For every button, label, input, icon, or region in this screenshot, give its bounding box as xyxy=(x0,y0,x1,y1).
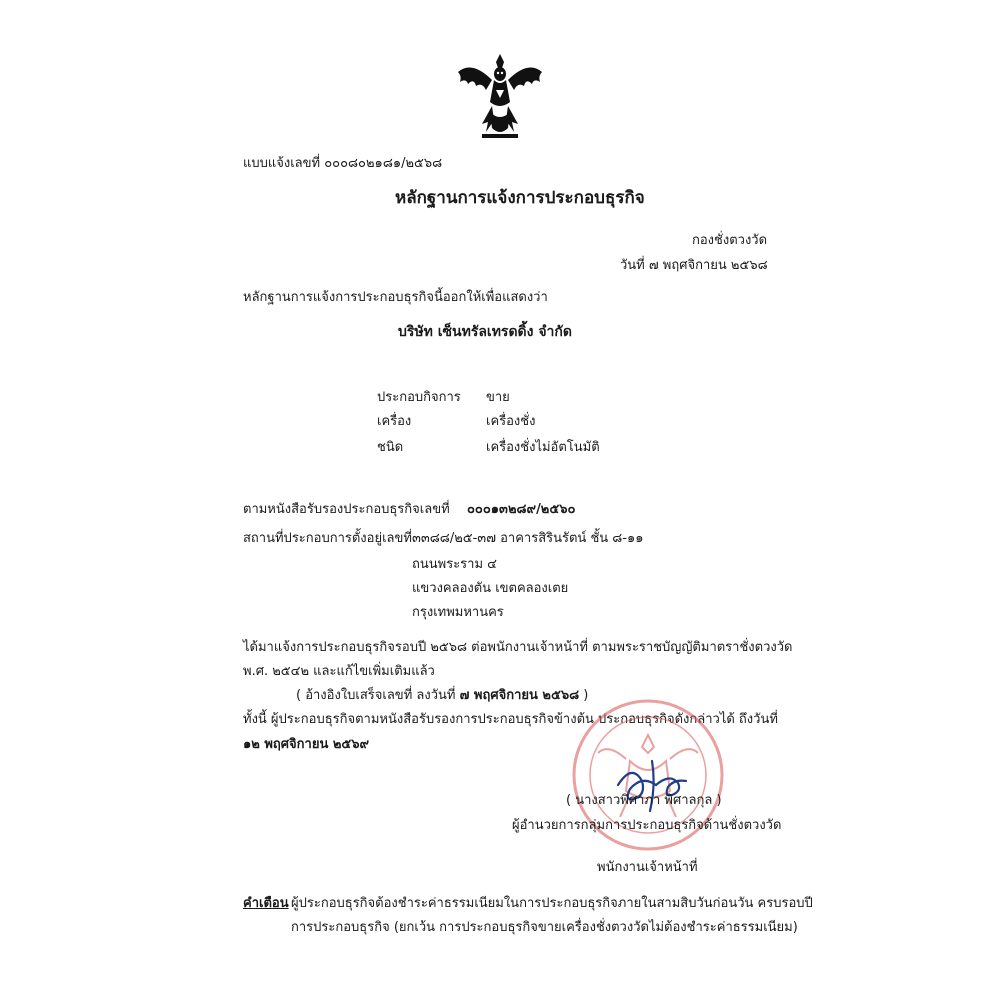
business-type-value: ขาย xyxy=(486,390,510,405)
warning-text: ผู้ประกอบธุรกิจต้องชำระค่าธรรมเนียมในการประกอบธุรกิจภายในสามสิบวันก่อนวัน ครบรอบปี xyxy=(291,896,813,911)
warning-text: การประกอบธุรกิจ (ยกเว้น การประกอบธุรกิจขายเครื่องชั่งตวงวัดไม่ต้องชำระค่าธรรมเนียม) xyxy=(291,920,798,935)
instrument-kind-label: ชนิด xyxy=(377,440,404,455)
validity-line: ทั้งนี้ ผู้ประกอบธุรกิจตามหนังสือรับรองการประกอบธุรกิจข้างต้น ประกอบธุรกิจดังกล่าวได้ ถึงวันที่ xyxy=(243,712,778,727)
business-type-label: ประกอบกิจการ xyxy=(377,390,461,405)
instrument-label: เครื่อง xyxy=(377,414,412,429)
address-line: ถนนพระราม ๔ xyxy=(412,557,498,572)
receipt-reference xyxy=(296,688,588,704)
company-name: บริษัท เซ็นทรัลเทรดดิ้ง จำกัด xyxy=(398,324,572,340)
document-title: หลักฐานการแจ้งการประกอบธุรกิจ xyxy=(395,188,645,208)
declaration-line: พ.ศ. ๒๕๔๒ และแก้ไขเพิ่มเติมแล้ว xyxy=(243,664,435,679)
instrument-kind-value: เครื่องชั่งไม่อัตโนมัติ xyxy=(486,440,600,455)
receipt-prefix: ( อ้างอิงใบเสร็จเลขที่ ลงวันที่ xyxy=(296,688,456,703)
license-label: ตามหนังสือรับรองประกอบธุรกิจเลขที่ xyxy=(243,502,450,517)
license-number: ๐๐๐๑๓๒๘๙/๒๕๖๐ xyxy=(467,502,576,517)
warning-label: คำเตือน xyxy=(243,896,289,911)
signatory-role: พนักงานเจ้าหน้าที่ xyxy=(597,860,698,875)
receipt-date: ๗ พฤศจิกายน ๒๕๖๘ xyxy=(459,688,580,703)
form-number: แบบแจ้งเลขที่ ๐๐๐๘๐๒๑๘๑/๒๕๖๘ xyxy=(243,156,443,171)
issue-date: วันที่ ๗ พฤศจิกายน ๒๕๖๘ xyxy=(620,258,768,273)
receipt-suffix: ) xyxy=(583,688,589,703)
address-line: ๓๓๘๘/๒๕-๓๗ อาคารสิรินรัตน์ ชั้น ๘-๑๑ xyxy=(412,531,644,546)
valid-until-date: ๑๒ พฤศจิกายน ๒๕๖๙ xyxy=(243,737,370,752)
signatory-name: ( นางสาวพิศาภา พิศาลกุล ) xyxy=(566,793,722,808)
garuda-emblem-icon xyxy=(452,50,548,142)
declaration-line: ได้มาแจ้งการประกอบธุรกิจรอบปี ๒๕๖๘ ต่อพนักงานเจ้าหน้าที่ ตามพระราชบัญญัติมาตราชั่งตวงวัด xyxy=(243,640,793,655)
signatory-position: ผู้อำนวยการกลุ่มการประกอบธุรกิจด้านชั่งตวงวัด xyxy=(512,818,782,833)
agency-name: กองชั่งตวงวัด xyxy=(692,233,768,248)
address-line: แขวงคลองตัน เขตคลองเตย xyxy=(412,581,569,596)
intro-text: หลักฐานการแจ้งการประกอบธุรกิจนี้ออกให้เพื่อแสดงว่า xyxy=(243,290,548,305)
address-line: กรุงเทพมหานคร xyxy=(412,605,504,620)
address-label: สถานที่ประกอบการตั้งอยู่เลขที่ xyxy=(243,531,412,546)
instrument-value: เครื่องชั่ง xyxy=(486,414,536,429)
